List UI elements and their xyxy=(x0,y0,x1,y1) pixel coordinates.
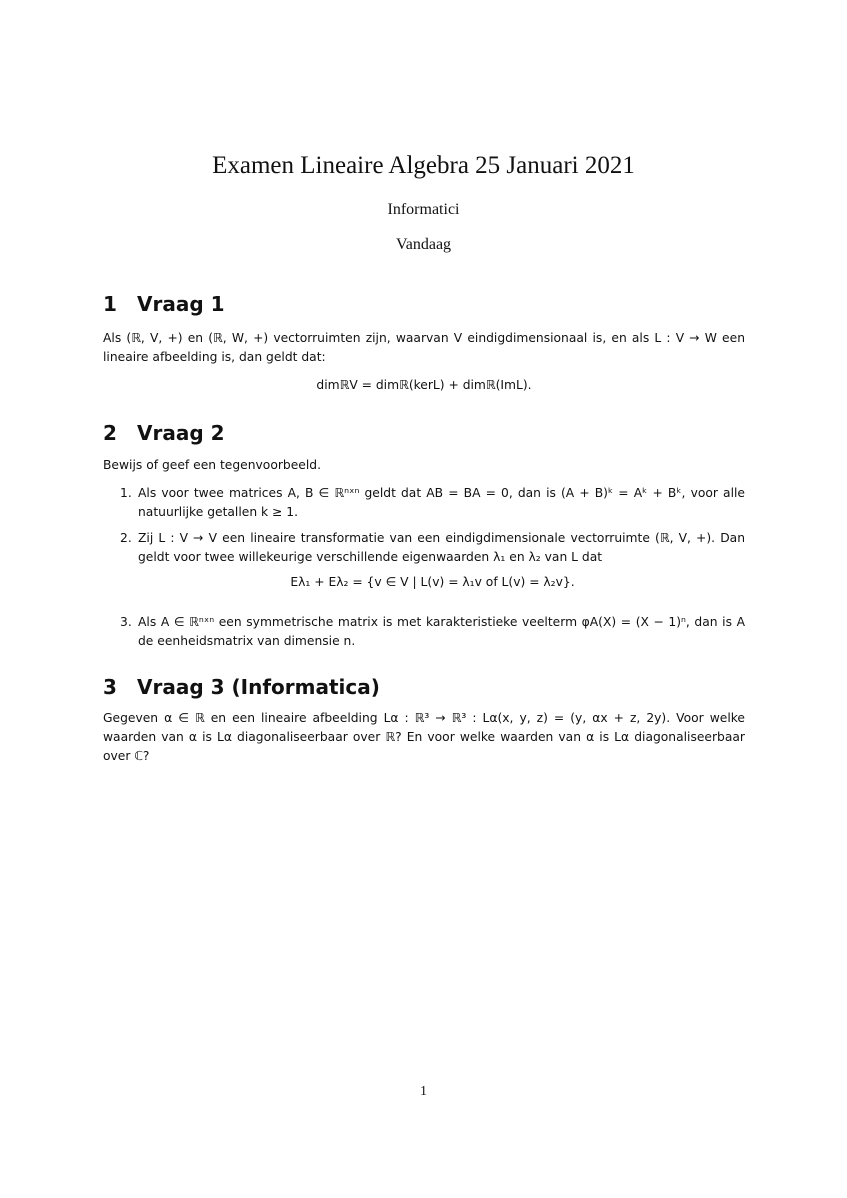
section-3-paragraph: Gegeven α ∈ ℝ en een lineaire afbeelding Lα : ℝ³ → ℝ³ : Lα(x, y, z) = (y, αx + z, 2y). Voor welke waarden van α is Lα diagonaliseerbaar over ℝ? En voor welke waarden van α is Lα diagonaliseerbaar over ℂ? xyxy=(103,711,745,763)
list-item-marker: 1. xyxy=(120,486,132,500)
document-date: Vandaag xyxy=(395,236,452,253)
list-item xyxy=(120,613,745,651)
section-number: 2 xyxy=(103,421,117,445)
section-1-paragraph: Als (ℝ, V, +) en (ℝ, W, +) vectorruimten zijn, waarvan V eindigdimensionaal is, en als L : V → W een lineaire afbeelding is, dan geldt dat: xyxy=(103,331,745,364)
document-author: Informatici xyxy=(387,201,460,218)
section-title: Vraag 1 xyxy=(137,292,225,316)
document-title: Examen Lineaire Algebra 25 Januari 2021 xyxy=(212,152,635,179)
section-number: 1 xyxy=(103,292,117,316)
list-item-text: Als A ∈ ℝⁿˣⁿ een symmetrische matrix is met karakteristieke veelterm φA(X) = (X − 1)ⁿ, dan is A de eenheidsmatrix van dimensie n. xyxy=(138,615,745,648)
section-heading-1 xyxy=(103,292,225,316)
section-2-intro: Bewijs of geef een tegenvoorbeeld. xyxy=(103,458,321,472)
list-item-text: Zij L : V → V een lineaire transformatie van een eindigdimensionale vectorruimte (ℝ, V, +). Dan geldt voor twee willekeurige verschillende eigenwaarden λ₁ en λ₂ van L dat xyxy=(138,531,745,564)
list-item-text: Als voor twee matrices A, B ∈ ℝⁿˣⁿ geldt dat AB = BA = 0, dan is (A + B)ᵏ = Aᵏ + Bᵏ, voor alle natuurlijke getallen k ≥ 1. xyxy=(138,486,745,519)
section-title: Vraag 2 xyxy=(137,421,225,445)
section-heading-3 xyxy=(103,675,380,699)
list-item-marker: 2. xyxy=(120,531,132,545)
list-item-marker: 3. xyxy=(120,615,132,629)
section-number: 3 xyxy=(103,675,117,699)
list-item-formula: Eλ₁ + Eλ₂ = {v ∈ V | L(v) = λ₁v of L(v) = λ₂v}. xyxy=(290,575,575,589)
list-item xyxy=(120,529,745,567)
section-1-formula: dimℝV = dimℝ(kerL) + dimℝ(ImL). xyxy=(316,378,532,392)
list-item xyxy=(120,484,745,522)
section-title: Vraag 3 (Informatica) xyxy=(137,675,380,699)
section-heading-2 xyxy=(103,421,225,445)
page-number: 1 xyxy=(420,1084,427,1099)
